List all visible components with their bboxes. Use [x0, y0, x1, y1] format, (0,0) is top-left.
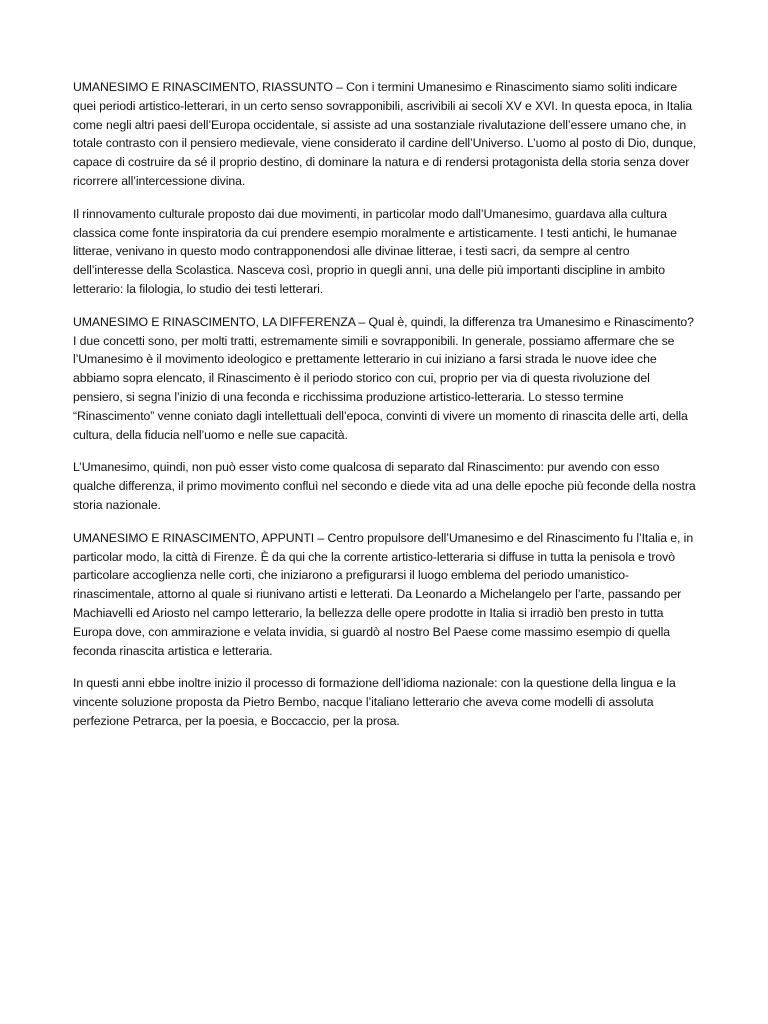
- paragraph-riassunto: UMANESIMO E RINASCIMENTO, RIASSUNTO – Con i termini Umanesimo e Rinascimento siamo soliti indicare quei periodi artistico-letterari, in un certo senso sovrapponibili, ascrivibili ai secoli XV e XVI. In questa epoca, in Italia come negli altri paesi dell’Europa occidentale, si assiste ad una sostanziale rivalutazione dell’essere umano che, in totale contrasto con il pensiero medievale, viene considerato il cardine dell’Universo. L’uomo al posto di Dio, dunque, capace di costruire da sé il proprio destino, di dominare la natura e di rendersi protagonista della storia senza dover ricorrere all’intercessione divina.: [73, 80, 697, 188]
- document-page: [73, 78, 698, 745]
- paragraph-appunti: UMANESIMO E RINASCIMENTO, APPUNTI – Centro propulsore dell’Umanesimo e del Rinascimento fu l’Italia e, in particolar modo, la città di Firenze. È da qui che la corrente artistico-letteraria si diffuse in tutta la penisola e trovò particolare accoglienza nelle corti, che iniziarono a prefigurarsi il luogo emblema del periodo umanistico-rinascimentale, attorno al quale si riunivano artisti e letterati. Da Leonardo a Michelangelo per l’arte, passando per Machiavelli ed Ariosto nel campo letterario, la bellezza delle opere prodotte in Italia si irradiò ben presto in tutta Europa dove, con ammirazione e velata invidia, si guardò al nostro Bel Paese come massimo esempio di quella feconda rinascita artistica e letteraria.: [73, 530, 694, 658]
- paragraph-differenza: UMANESIMO E RINASCIMENTO, LA DIFFERENZA – Qual è, quindi, la differenza tra Umanesimo e Rinascimento? I due concetti sono, per molti tratti, estremamente simili e sovrapponibili. In generale, possiamo affermare che se l’Umanesimo è il movimento ideologico e prettamente letterario in cui iniziano a farsi strada le nuove idee che abbiamo sopra elencato, il Rinascimento è il periodo storico con cui, proprio per via di questa rivoluzione del pensiero, si segna l’inizio di una feconda e ricchissima produzione artistico-letteraria. Lo stesso termine “Rinascimento” venne coniato dagli intellettuali dell’epoca, convinti di vivere un momento di rinascita delle arti, della cultura, della fiducia nell’uomo e nelle sue capacità.: [73, 314, 694, 442]
- paragraph-umanesimo-rinascimento: L’Umanesimo, quindi, non può esser visto come qualcosa di separato dal Rinascimento: pur avendo con esso qualche differenza, il primo movimento confluì nel secondo e diede vita ad una delle epoche più feconde della nostra storia nazionale.: [73, 460, 696, 512]
- paragraph-rinnovamento: Il rinnovamento culturale proposto dai due movimenti, in particolar modo dall’Umanesimo, guardava alla cultura classica come fonte inspiratoria da cui prendere esempio moralmente e artisticamente. I testi antichi, le humanae litterae, venivano in questo modo contrapponendosi alle divinae litterae, i testi sacri, da sempre al centro dell’interesse della Scolastica. Nasceva così, proprio in quegli anni, una delle più importanti discipline in ambito letterario: la filologia, lo studio dei testi letterari.: [73, 206, 677, 296]
- paragraph-idioma-nazionale: In questi anni ebbe inoltre inizio il processo di formazione dell’idioma nazionale: con la questione della lingua e la vincente soluzione proposta da Pietro Bembo, nacque l’italiano letterario che aveva come modelli di assoluta perfezione Petrarca, per la poesia, e Boccaccio, per la prosa.: [73, 676, 676, 728]
